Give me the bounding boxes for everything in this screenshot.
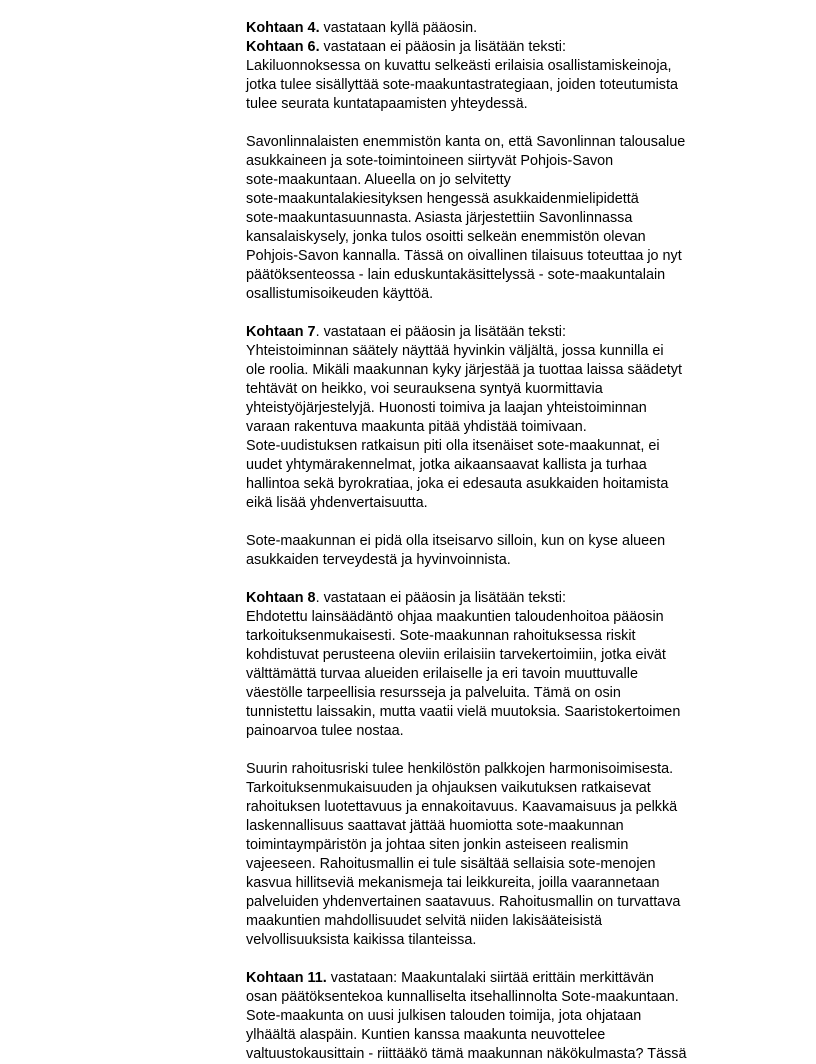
- text-line: rahoituksen luotettavuus ja ennakoitavuus. Kaavamaisuus ja pelkkä: [246, 799, 678, 815]
- paragraph: [246, 133, 766, 304]
- text-line: jotka tulee sisällyttää sote-maakuntastrategiaan, joiden toteutumista: [246, 77, 678, 93]
- paragraph-gap: [246, 950, 766, 969]
- text-line: osan päätöksentekoa kunnalliselta itsehallinnolta Sote-maakuntaan.: [246, 989, 679, 1005]
- section-text: vastataan ei pääosin ja lisätään teksti:: [319, 39, 566, 55]
- text-line: [246, 38, 766, 57]
- text-line: välttämättä turvaa alueiden erilaiselle ja eri tavoin muuttuvalle: [246, 666, 638, 682]
- text-line: Suurin rahoitusriski tulee henkilöstön palkkojen harmonisoimisesta.: [246, 761, 674, 777]
- text-line: [246, 323, 766, 342]
- text-line: Sote-uudistuksen ratkaisun piti olla itsenäiset sote-maakunnat, ei: [246, 438, 660, 454]
- paragraph: [246, 969, 766, 1064]
- text-line: päätöksenteossa - lain eduskuntakäsittelyssä - sote-maakuntalain: [246, 267, 666, 283]
- text-line: uudet yhtymärakennelmat, jotka aikaansaavat kallista ja turhaa: [246, 457, 647, 473]
- text-line: [246, 589, 766, 608]
- text-line: eikä lisää yhdenvertaisuutta.: [246, 495, 428, 511]
- paragraph-gap: [246, 513, 766, 532]
- text-line: Tarkoituksenmukaisuuden ja ohjauksen vaikutuksen ratkaisevat: [246, 780, 651, 796]
- text-line: Savonlinnalaisten enemmistön kanta on, että Savonlinnan talousalue: [246, 134, 686, 150]
- text-line: palveluiden yhdenvertainen saatavuus. Rahoitusmallin on turvattava: [246, 894, 681, 910]
- paragraph-gap: [246, 304, 766, 323]
- text-line: Yhteistoiminnan säätely näyttää hyvinkin väljältä, jossa kunnilla ei: [246, 343, 664, 359]
- text-line: väestölle tarpeellisia resursseja ja palveluita. Tämä on osin: [246, 685, 621, 701]
- text-line: osallistumisoikeuden käyttöä.: [246, 286, 434, 302]
- text-line: [246, 19, 766, 38]
- text-line: kohdistuvat perusteena oleviin erilaisiin tarvekertoimiin, jotka eivät: [246, 647, 666, 663]
- paragraph: [246, 323, 766, 513]
- text-line: [246, 969, 766, 988]
- text-line: painoarvoa tulee nostaa.: [246, 723, 404, 739]
- text-line: sote-maakuntaan. Alueella on jo selvitetty: [246, 172, 511, 188]
- document-page: [246, 19, 766, 1064]
- text-line: vajeeseen. Rahoitusmallin ei tule sisältää sellaisia sote-menojen: [246, 856, 656, 872]
- text-line: asukkaiden terveydestä ja hyvinvoinnista.: [246, 552, 511, 568]
- paragraph-gap: [246, 741, 766, 760]
- text-line: Sote-maakunta on uusi julkisen talouden toimija, jota ohjataan: [246, 1008, 642, 1024]
- section-text: . vastataan ei pääosin ja lisätään teksti:: [315, 590, 566, 606]
- text-line: laskennallisuus saattavat jättää huomiotta sote-maakunnan: [246, 818, 624, 834]
- text-line: sote-maakuntasuunnasta. Asiasta järjestettiin Savonlinnassa: [246, 210, 633, 226]
- text-line: tehtävät on heikko, voi seurauksena syntyä kuormittavia: [246, 381, 603, 397]
- paragraph-gap: [246, 114, 766, 133]
- text-line: maakuntien mahdollisuudet selvitä niiden lakisääteisistä: [246, 913, 602, 929]
- paragraph-gap: [246, 570, 766, 589]
- section-label: Kohtaan 6.: [246, 39, 320, 55]
- text-line: toimintaympäristön ja johtaa siten jonkin asteiseen realismin: [246, 837, 629, 853]
- text-line: sote-maakuntalakiesityksen hengessä asukkaidenmielipidettä: [246, 191, 639, 207]
- text-line: kansalaiskysely, jonka tulos osoitti selkeän enemmistön olevan: [246, 229, 646, 245]
- paragraph: [246, 19, 766, 114]
- text-line: velvollisuuksista kaikissa tilanteissa.: [246, 932, 477, 948]
- paragraph: [246, 532, 766, 570]
- text-line: Pohjois-Savon kannalla. Tässä on oivallinen tilaisuus toteuttaa jo nyt: [246, 248, 682, 264]
- text-line: tulee seurata kuntatapaamisten yhteydessä.: [246, 96, 528, 112]
- section-text: vastataan: Maakuntalaki siirtää erittäin merkittävän: [326, 970, 654, 986]
- paragraph: [246, 589, 766, 741]
- section-label: Kohtaan 4.: [246, 20, 320, 36]
- text-line: tunnistettu laissakin, mutta vaatii vielä muutoksia. Saaristokertoimen: [246, 704, 681, 720]
- section-text: vastataan kyllä pääosin.: [319, 20, 478, 36]
- text-line: Ehdotettu lainsäädäntö ohjaa maakuntien taloudenhoitoa pääosin: [246, 609, 664, 625]
- section-label: Kohtaan 7: [246, 324, 316, 340]
- text-line: varaan rakentuva maakunta pitää yhdistää toimivaan.: [246, 419, 587, 435]
- text-line: hallintoa sekä byrokratiaa, joka ei edesauta asukkaiden hoitamista: [246, 476, 669, 492]
- text-line: valtuustokausittain - riittääkö tämä maakunnan näkökulmasta? Tässä: [246, 1046, 687, 1062]
- text-line: ole roolia. Mikäli maakunnan kyky järjestää ja tuottaa laissa säädetyt: [246, 362, 682, 378]
- text-line: tarkoituksenmukaisesti. Sote-maakunnan rahoituksessa riskit: [246, 628, 636, 644]
- text-line: kasvua hillitseviä mekanismeja tai leikkureita, joilla vaarannetaan: [246, 875, 660, 891]
- paragraph: [246, 760, 766, 950]
- text-line: asukkaineen ja sote-toimintoineen siirtyvät Pohjois-Savon: [246, 153, 614, 169]
- text-line: Lakiluonnoksessa on kuvattu selkeästi erilaisia osallistamiskeinoja,: [246, 58, 672, 74]
- text-line: Sote-maakunnan ei pidä olla itseisarvo silloin, kun on kyse alueen: [246, 533, 666, 549]
- section-label: Kohtaan 11.: [246, 970, 327, 986]
- text-line: ylhäältä alaspäin. Kuntien kanssa maakunta neuvottelee: [246, 1027, 606, 1043]
- section-text: . vastataan ei pääosin ja lisätään teksti:: [315, 324, 566, 340]
- section-label: Kohtaan 8: [246, 590, 316, 606]
- text-line: yhteistyöjärjestelyjä. Huonosti toimiva ja laajan yhteistoiminnan: [246, 400, 647, 416]
